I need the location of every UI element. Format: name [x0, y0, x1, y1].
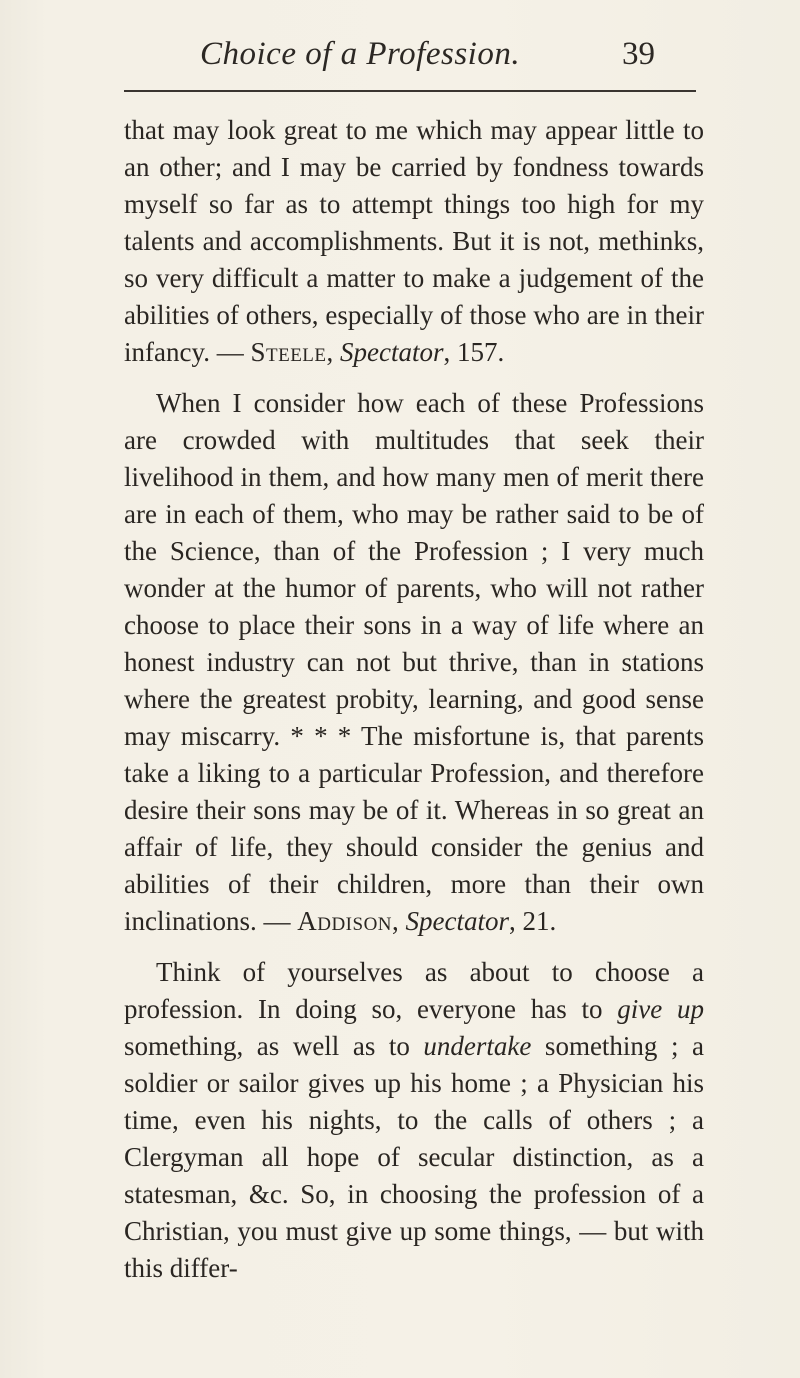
- paragraph-profession-choice: [124, 954, 704, 1287]
- paragraph-text: When I consider how each of these Professions are crowded with multitudes that seek their livelihood in them, and how many men of merit there are in each of them, who may be rather said to be of the Science, than of the Profession ; I very much wonder at the humor of parents, who will not rather choose to place their sons in a way of life where an honest industry can not but thrive, than in stations where the greatest probity, learning, and good sense may miscarry. * * * The misfortune is, that parents take a liking to a particular Profession, and therefore desire their sons may be of it. Whereas in so great an affair of life, they should consider the genius and abilities of their children, more than their own inclinations. —: [124, 388, 704, 936]
- paragraph-text: something, as well as to: [124, 1031, 424, 1061]
- citation-author: Steele: [250, 337, 327, 367]
- citation-separator: ,: [392, 906, 406, 936]
- citation-number: , 157.: [443, 337, 505, 367]
- header-rule: [124, 90, 696, 92]
- paragraph-text: Think of yourselves as about to choose a profession. In doing so, everyone has to: [124, 957, 704, 1024]
- running-head: [0, 36, 800, 86]
- paragraph-addison-quote: [124, 385, 704, 940]
- citation-work: Spectator: [405, 906, 509, 936]
- emphasis-undertake: undertake: [423, 1031, 532, 1061]
- citation-number: , 21.: [509, 906, 557, 936]
- body-text: [124, 112, 704, 1301]
- running-title: Choice of a Profession.: [200, 36, 521, 72]
- citation-author: Addison: [297, 906, 393, 936]
- emphasis-give-up: give up: [617, 994, 704, 1024]
- paragraph-text: that may look great to me which may appear little to an other; and I may be carried by fondness towards myself so far as to attempt things too high for my talents and accomplishments. But it is not, methinks, so very difficult a matter to make a judgement of the abilities of others, especially of those who are in their infancy. —: [124, 115, 704, 367]
- citation-work: Spectator: [340, 337, 444, 367]
- page-number: 39: [622, 36, 655, 72]
- paragraph-text: something ; a soldier or sailor gives up his home ; a Physician his time, even his nights, to the calls of others ; a Clergyman all hope of secular distinction, as a statesman, &c. So, in choosing the profession of a Christian, you must give up some things, — but with this differ-: [124, 1031, 704, 1283]
- citation-separator: ,: [326, 337, 341, 367]
- paragraph-steele-quote: [124, 112, 704, 371]
